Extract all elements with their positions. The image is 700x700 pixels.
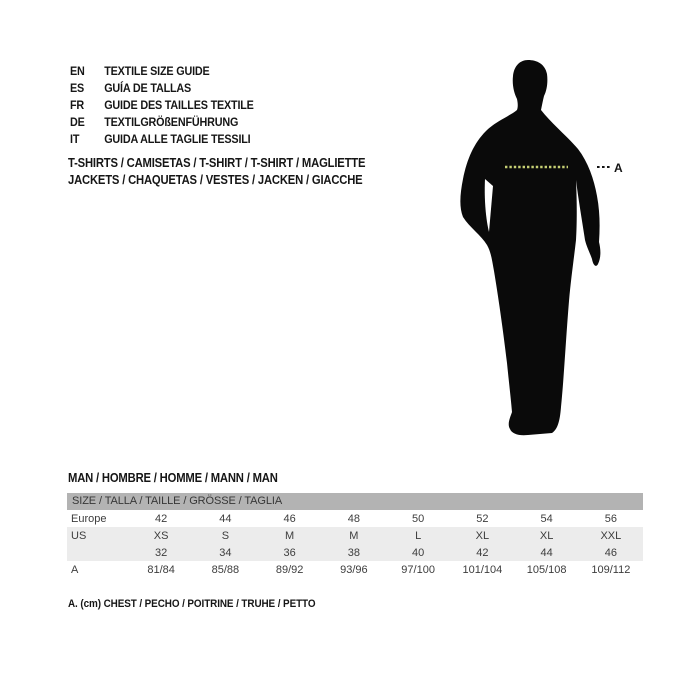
- table-row-europe: [67, 510, 643, 527]
- language-row: [70, 96, 254, 113]
- table-row-us: [67, 527, 643, 544]
- size-cell: 46: [604, 546, 617, 559]
- language-row: [70, 130, 254, 147]
- row-label: A: [71, 563, 79, 576]
- size-table-header: SIZE / TALLA / TAILLE / GRÖSSE / TAGLIA: [67, 493, 643, 510]
- size-cell: XXL: [600, 529, 622, 542]
- language-code: FR: [70, 97, 85, 112]
- product-types: [68, 155, 365, 189]
- size-cell: 48: [347, 512, 360, 525]
- measurement-footnote: A. (cm) CHEST / PECHO / POITRINE / TRUHE / PETTO: [68, 598, 316, 610]
- size-cell: 105/108: [526, 563, 567, 576]
- size-table: [67, 493, 643, 578]
- size-cell: 36: [283, 546, 296, 559]
- language-list: [70, 62, 254, 147]
- size-cell: 81/84: [147, 563, 175, 576]
- size-cell: 38: [347, 546, 360, 559]
- size-cell: 54: [540, 512, 553, 525]
- language-row: [70, 62, 254, 79]
- size-cell: 42: [476, 546, 489, 559]
- language-title: GUÍA DE TALLAS: [104, 80, 192, 95]
- size-cell: 101/104: [462, 563, 503, 576]
- size-cell: 50: [412, 512, 425, 525]
- size-cell: 56: [604, 512, 617, 525]
- table-row-chest: [67, 561, 643, 578]
- size-cell: 44: [540, 546, 553, 559]
- language-title: TEXTILGRÖßENFÜHRUNG: [104, 114, 239, 129]
- size-cell: 32: [155, 546, 168, 559]
- size-cell: S: [221, 529, 230, 542]
- section-title-man: MAN / HOMBRE / HOMME / MANN / MAN: [68, 471, 278, 485]
- size-cell: XS: [153, 529, 169, 542]
- row-label: Europe: [71, 512, 107, 525]
- size-cell: 109/112: [591, 563, 631, 576]
- size-cell: 40: [412, 546, 425, 559]
- man-silhouette: [460, 60, 600, 435]
- table-row-us-numeric: [67, 544, 643, 561]
- size-cell: 46: [283, 512, 296, 525]
- language-code: IT: [70, 131, 80, 146]
- size-cell: 89/92: [275, 563, 304, 576]
- size-cell: 44: [219, 512, 232, 525]
- size-cell: XL: [475, 529, 490, 542]
- language-title: TEXTILE SIZE GUIDE: [104, 63, 210, 78]
- language-code: DE: [70, 114, 85, 129]
- size-cell: 97/100: [401, 563, 435, 576]
- man-silhouette-figure: [440, 52, 640, 442]
- size-cell: 52: [476, 512, 489, 525]
- size-cell: 93/96: [340, 563, 368, 576]
- language-title: GUIDE DES TAILLES TEXTILE: [104, 97, 254, 112]
- size-cell: L: [415, 529, 422, 542]
- measure-label-a: A: [614, 161, 623, 175]
- size-cell: 34: [219, 546, 232, 559]
- language-code: EN: [70, 63, 85, 78]
- size-cell: 42: [155, 512, 168, 525]
- language-title: GUIDA ALLE TAGLIE TESSILI: [104, 131, 251, 146]
- language-row: [70, 113, 254, 130]
- size-cell: 85/88: [211, 563, 240, 576]
- size-cell: M: [285, 529, 295, 542]
- product-line-jackets: JACKETS / CHAQUETAS / VESTES / JACKEN / GIACCHE: [68, 173, 363, 187]
- product-line-tshirts: T-SHIRTS / CAMISETAS / T-SHIRT / T-SHIRT / MAGLIETTE: [68, 156, 366, 170]
- language-row: [70, 79, 254, 96]
- size-cell: XL: [539, 529, 554, 542]
- row-label: US: [71, 529, 87, 542]
- size-cell: M: [349, 529, 359, 542]
- language-code: ES: [70, 80, 85, 95]
